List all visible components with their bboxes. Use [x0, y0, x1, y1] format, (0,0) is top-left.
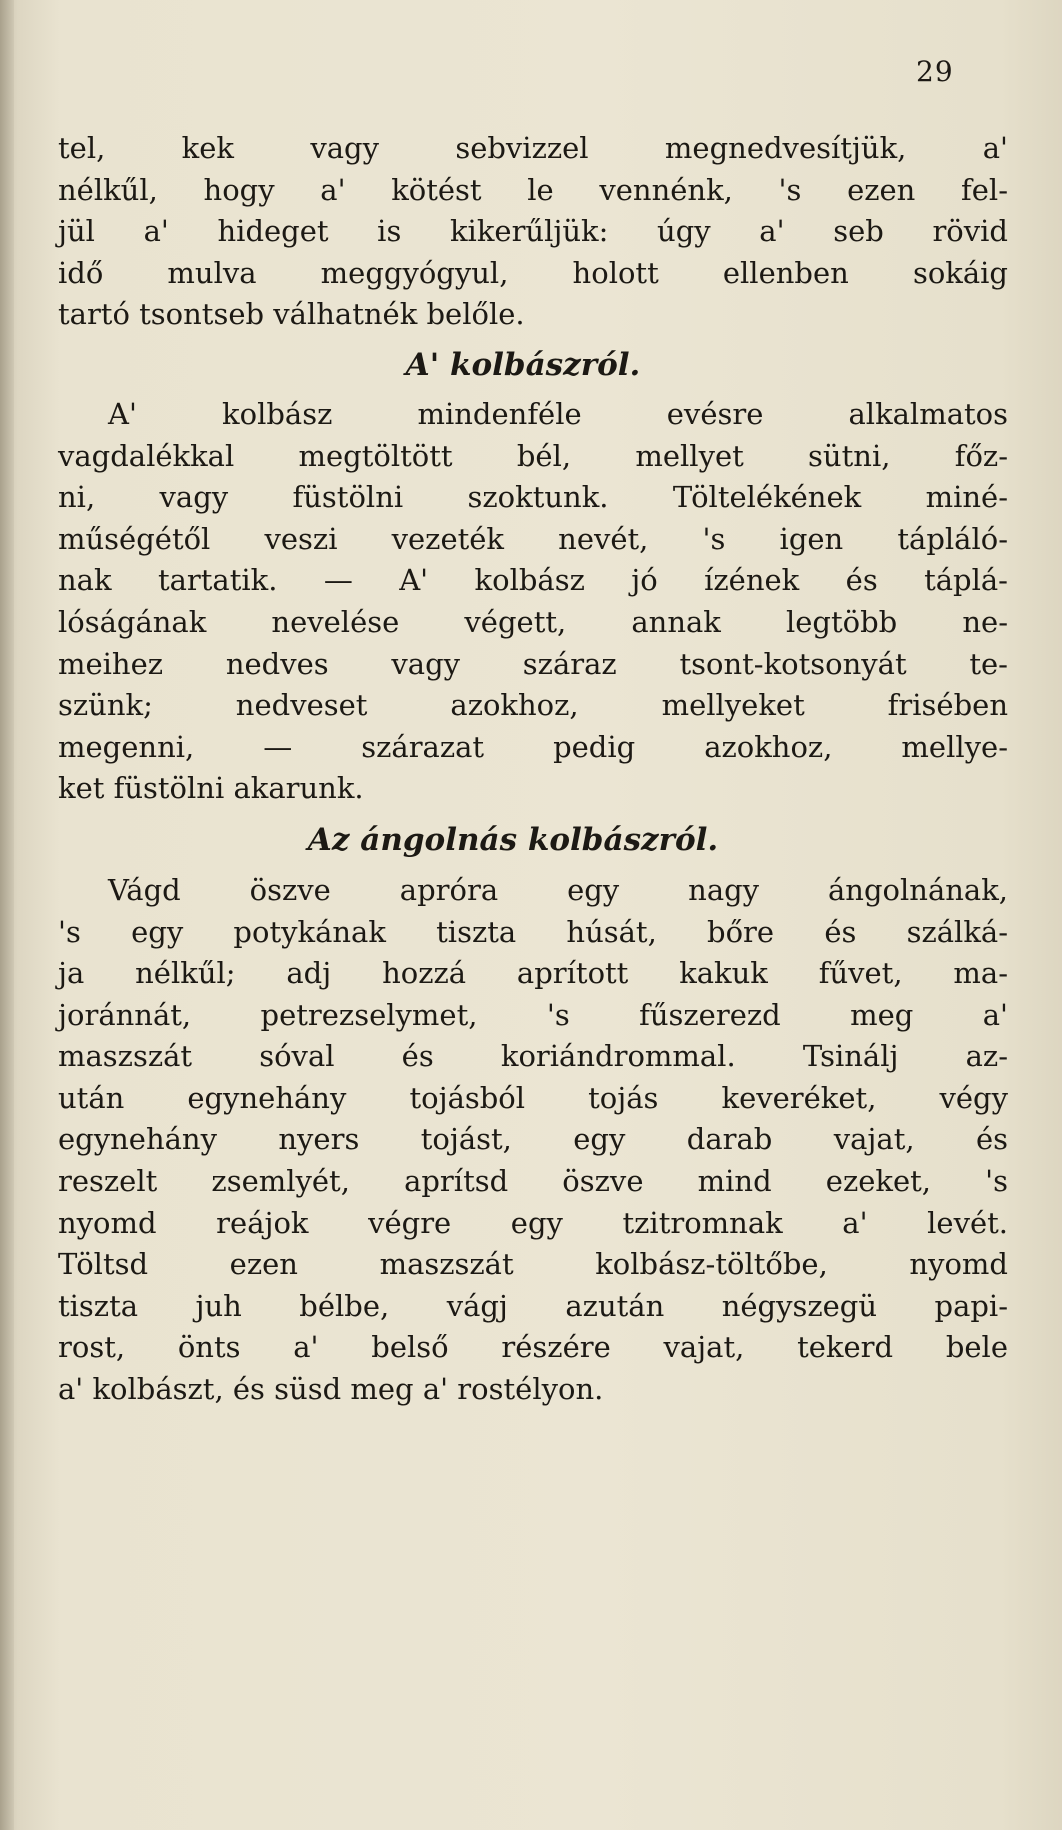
text-line: 's egy potykának tiszta húsát, bőre és szálká- — [58, 914, 1008, 949]
text-line: maszszát sóval és koriándrommal. Tsinálj az- — [58, 1039, 1008, 1074]
text-line: nak tartatik. — A' kolbász jó ízének és táplá- — [58, 563, 1008, 598]
text-line: műségétől veszi vezeték nevét, 's igen tápláló- — [58, 521, 1008, 556]
text-line: tiszta juh bélbe, vágj azután négyszegü papi- — [58, 1288, 1008, 1323]
paragraph-angolnas-kolbasz — [58, 870, 1008, 1411]
text-line: rost, önts a' belső részére vajat, tekerd bele — [58, 1330, 1008, 1365]
page-number: 29 — [916, 55, 954, 88]
text-line: joránnát, petrezselymet, 's fűszerezd meg a' — [58, 997, 1008, 1032]
text-line: ni, vagy füstölni szoktunk. Töltelékének miné- — [58, 480, 1008, 515]
text-line: nélkűl, hogy a' kötést le vennénk, 's ezen fel- — [58, 172, 1008, 207]
text-line: idő mulva meggyógyul, holott ellenben sokáig — [58, 255, 1008, 290]
text-line: tartó tsontseb válhatnék belőle. — [58, 297, 525, 332]
text-line: meihez nedves vagy száraz tsont-kotsonyát te- — [58, 646, 1008, 681]
text-line: megenni, — szárazat pedig azokhoz, mellye- — [58, 729, 1008, 764]
text-line: lóságának nevelése végett, annak legtöbb ne- — [58, 604, 1008, 639]
text-line: Töltsd ezen maszszát kolbász-töltőbe, nyomd — [58, 1247, 1008, 1282]
section-heading-angolnas-kolbasz: Az ángolnás kolbászról. — [307, 821, 719, 858]
text-line: jül a' hideget is kikerűljük: úgy a' seb rövid — [58, 214, 1008, 249]
text-line: Vágd öszve apróra egy nagy ángolnának, — [108, 872, 1008, 907]
section-heading-kolbasz: A' kolbászról. — [405, 346, 641, 383]
text-line: szünk; nedveset azokhoz, mellyeket frisében — [58, 688, 1008, 723]
text-line: nyomd reájok végre egy tzitromnak a' levét. — [58, 1205, 1008, 1240]
text-line: A' kolbász mindenféle evésre alkalmatos — [108, 396, 1008, 431]
text-line: ket füstölni akarunk. — [58, 771, 364, 806]
page-text — [58, 128, 1008, 1411]
text-line: reszelt zsemlyét, aprítsd öszve mind ezeket, 's — [58, 1164, 1008, 1199]
text-line: után egynehány tojásból tojás keveréket, végy — [58, 1080, 1008, 1115]
text-line: tel, kek vagy sebvizzel megnedvesítjük, a' — [58, 131, 1008, 165]
text-line: ja nélkűl; adj hozzá aprított kakuk fűvet, ma- — [58, 956, 1008, 991]
paragraph-kolbasz — [58, 394, 1008, 810]
text-line: vagdalékkal megtöltött bél, mellyet sütni, főz- — [58, 438, 1008, 473]
paragraph-continuation — [58, 128, 1008, 336]
page-gutter — [0, 0, 14, 1830]
text-line: egynehány nyers tojást, egy darab vajat, és — [58, 1122, 1008, 1157]
text-line: a' kolbászt, és süsd meg a' rostélyon. — [58, 1372, 604, 1407]
